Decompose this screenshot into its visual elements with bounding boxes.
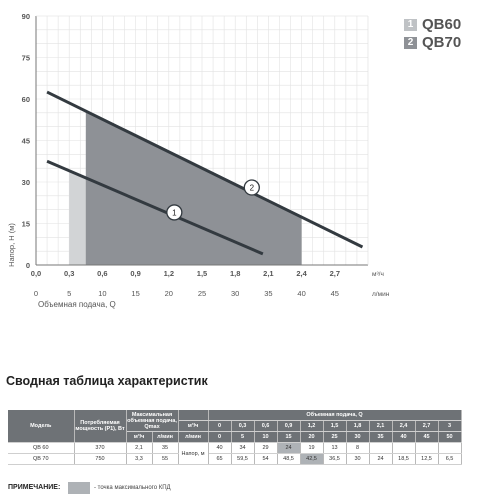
cell-head-value: 54 bbox=[254, 454, 277, 465]
header-unit-lpm: л/мин bbox=[178, 432, 208, 443]
y-axis-label: Напор, Н (м) bbox=[7, 223, 16, 267]
x-tick-label: 0,0 bbox=[30, 269, 42, 278]
header-unit-m3h: м³/ч bbox=[178, 421, 208, 432]
curve-marker-label: 1 bbox=[172, 208, 177, 218]
x-tick-label: 0,3 bbox=[63, 269, 75, 278]
cell-head-value: 12,5 bbox=[415, 454, 438, 465]
note-label: ПРИМЕЧАНИЕ: bbox=[8, 484, 61, 491]
cell-head-value: 40 bbox=[208, 443, 231, 454]
header-power: Потребляемая мощность (P1), Вт bbox=[74, 410, 126, 443]
x-tick-label-lpm: 30 bbox=[231, 289, 240, 298]
cell-head-value bbox=[438, 443, 461, 454]
cell-power: 370 bbox=[74, 443, 126, 454]
header-q-lpm: 40 bbox=[392, 432, 415, 443]
y-tick-label: 60 bbox=[21, 95, 30, 104]
legend-item-qb60 bbox=[404, 17, 484, 35]
x-tick-label-lpm: 0 bbox=[33, 289, 39, 298]
cell-head-value: 59,5 bbox=[231, 454, 254, 465]
max-efficiency-swatch bbox=[68, 482, 90, 494]
x-tick-label: 2,4 bbox=[296, 269, 307, 278]
cell-head-value bbox=[415, 443, 438, 454]
x-tick-label: 2,7 bbox=[329, 269, 341, 278]
cell-head-value bbox=[392, 443, 415, 454]
x-unit-top: м³/ч bbox=[372, 271, 384, 278]
header-q-m3h: 1,2 bbox=[300, 421, 323, 432]
header-q-m3h: 0,9 bbox=[277, 421, 300, 432]
header-q-lpm: 5 bbox=[231, 432, 254, 443]
header-q-lpm: 0 bbox=[208, 432, 231, 443]
legend-label: QB70 bbox=[422, 34, 462, 51]
x-tick-label-lpm: 5 bbox=[67, 289, 72, 298]
cell-head-value: 6,5 bbox=[438, 454, 461, 465]
header-q-m3h: 3 bbox=[438, 421, 461, 432]
x-tick-label-lpm: 40 bbox=[297, 289, 306, 298]
cell-head-value: 13 bbox=[323, 443, 346, 454]
legend-label: QB60 bbox=[422, 16, 462, 33]
header-model: Модель bbox=[8, 410, 74, 443]
table-row bbox=[8, 443, 461, 454]
x-unit-bottom: л/мин bbox=[372, 291, 390, 298]
cell-head-value: 65 bbox=[208, 454, 231, 465]
header-q-m3h: 2,4 bbox=[392, 421, 415, 432]
header-q-lpm: 35 bbox=[369, 432, 392, 443]
header-q-m3h: 1,8 bbox=[346, 421, 369, 432]
header-q-m3h: 2,7 bbox=[415, 421, 438, 432]
x-tick-label-lpm: 35 bbox=[264, 289, 273, 298]
cell-head-value: 36,5 bbox=[323, 454, 346, 465]
x-tick-label: 0,9 bbox=[130, 269, 141, 278]
header-qmax-m3h: м³/ч bbox=[126, 432, 152, 443]
header-q-m3h: 0,3 bbox=[231, 421, 254, 432]
x-tick-label-lpm: 15 bbox=[131, 289, 140, 298]
header-q-lpm: 25 bbox=[323, 432, 346, 443]
header-q-lpm: 50 bbox=[438, 432, 461, 443]
cell-head-value: 30 bbox=[346, 454, 369, 465]
legend-number-badge: 2 bbox=[404, 37, 417, 49]
cell-head-value: 8 bbox=[346, 443, 369, 454]
table-title: Сводная таблица характеристик bbox=[6, 374, 208, 388]
x-tick-label-lpm: 10 bbox=[98, 289, 107, 298]
header-q-lpm: 45 bbox=[415, 432, 438, 443]
specs-table bbox=[8, 410, 462, 465]
header-max-flow: Максимальная объемная подача, Qmax bbox=[127, 411, 177, 430]
cell-qmax-lpm: 55 bbox=[152, 454, 178, 465]
cell-qmax-m3h: 3,3 bbox=[126, 454, 152, 465]
cell-qmax-lpm: 35 bbox=[152, 443, 178, 454]
curve-marker-label: 2 bbox=[249, 183, 255, 193]
cell-head-value: 48,5 bbox=[277, 454, 300, 465]
cell-head-value: 24 bbox=[369, 454, 392, 465]
table-header-row bbox=[8, 410, 461, 421]
header-empty bbox=[178, 410, 208, 421]
x-tick-label: 1,5 bbox=[196, 269, 208, 278]
legend-item-qb70 bbox=[404, 35, 484, 53]
x-tick-label: 1,2 bbox=[163, 269, 175, 278]
header-q-lpm: 10 bbox=[254, 432, 277, 443]
cell-head-value: 18,5 bbox=[392, 454, 415, 465]
cell-head-value bbox=[369, 443, 392, 454]
header-q-m3h: 0,6 bbox=[254, 421, 277, 432]
cell-model: QB 60 bbox=[8, 443, 74, 454]
cell-head-label: Напор, м bbox=[178, 443, 208, 465]
x-tick-label-lpm: 20 bbox=[164, 289, 173, 298]
note-text: - точка максимального КПД bbox=[94, 485, 171, 491]
header-flow-q: Объемная подача, Q bbox=[208, 410, 461, 421]
x-axis-label: Объемная подача, Q bbox=[38, 300, 116, 309]
y-tick-label: 30 bbox=[21, 178, 30, 187]
cell-head-value: 19 bbox=[300, 443, 323, 454]
cell-head-value: 42,5 bbox=[300, 454, 323, 465]
header-q-m3h: 1,5 bbox=[323, 421, 346, 432]
header-q-lpm: 30 bbox=[346, 432, 369, 443]
header-q-m3h: 2,1 bbox=[369, 421, 392, 432]
y-tick-label: 90 bbox=[21, 12, 30, 21]
y-tick-label: 15 bbox=[21, 219, 30, 229]
cell-power: 750 bbox=[74, 454, 126, 465]
x-tick-label: 2,1 bbox=[263, 269, 274, 278]
y-tick-label: 75 bbox=[21, 53, 30, 63]
cell-model: QB 70 bbox=[8, 454, 74, 465]
header-q-lpm: 20 bbox=[300, 432, 323, 443]
y-tick-label: 0 bbox=[25, 261, 30, 270]
x-tick-label: 0,6 bbox=[97, 269, 108, 278]
x-tick-label-lpm: 45 bbox=[330, 289, 339, 298]
cell-head-value: 24 bbox=[277, 443, 300, 454]
x-tick-label: 1,8 bbox=[229, 269, 241, 278]
legend-number-badge: 1 bbox=[404, 19, 417, 31]
cell-head-value: 34 bbox=[231, 443, 254, 454]
x-tick-label-lpm: 25 bbox=[197, 289, 207, 298]
y-tick-label: 45 bbox=[21, 136, 30, 146]
cell-head-value: 29 bbox=[254, 443, 277, 454]
header-qmax-lpm: л/мин bbox=[152, 432, 178, 443]
header-q-m3h: 0 bbox=[208, 421, 231, 432]
header-q-lpm: 15 bbox=[277, 432, 300, 443]
table-row bbox=[8, 454, 461, 465]
cell-qmax-m3h: 2,1 bbox=[126, 443, 152, 454]
